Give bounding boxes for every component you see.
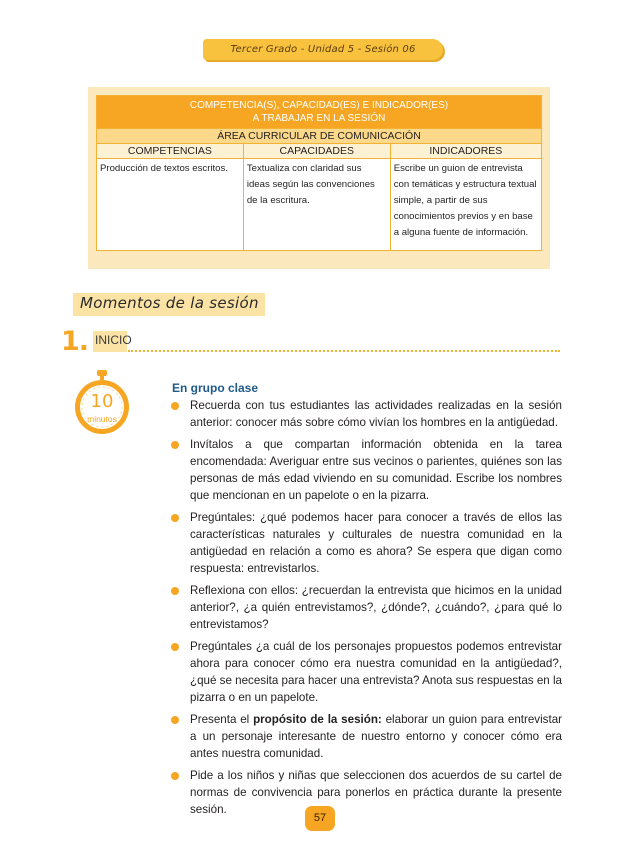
proposito-bold: propósito de la sesión: [253, 713, 382, 726]
area-curricular: ÁREA CURRICULAR DE COMUNICACIÓN [97, 129, 542, 144]
column-header-capacidades: CAPACIDADES [243, 144, 390, 159]
list-item-text: Pregúntales: ¿qué podemos hacer para conocer a través de ellos las características naturales y culturales de nuestra comunidad en la antigüedad en relación a como es ahora? Se espera que digan como respuesta: entrevistarlos. [190, 511, 562, 575]
list-item [170, 582, 562, 633]
bullet-icon [171, 514, 179, 522]
bullet-icon [171, 643, 179, 651]
list-item-text: Recuerda con tus estudiantes las actividades realizadas en la sesión anterior: conocer más sobre cómo vivían los hombres en la antigüedad. [190, 399, 562, 429]
bullet-icon [171, 772, 179, 780]
list-item [170, 767, 562, 818]
list-item [170, 436, 562, 504]
grupo-clase-heading: En grupo clase [172, 381, 259, 395]
list-item-text: Pide a los niños y niñas que seleccionen dos acuerdos de su cartel de normas de convivencia para ponerlos en práctica durante la presente sesión. [190, 769, 562, 816]
column-header-indicadores: INDICADORES [390, 144, 541, 159]
list-item-text: Pregúntales ¿a cuál de los personajes propuestos podemos entrevistar ahora para conocer cómo era nuestra comunidad en la antigüedad?, ¿qué se necesita para hacer una entrevista? Anota sus respuestas en la pizarra o en un papelote. [190, 640, 562, 704]
list-item [170, 509, 562, 577]
list-item [170, 397, 562, 431]
bullet-icon [171, 441, 179, 449]
competencias-table [96, 95, 542, 251]
bullet-icon [171, 587, 179, 595]
timer-unit: minutos [87, 414, 117, 424]
page-number: 57 [305, 806, 335, 831]
list-item [170, 711, 562, 762]
competencias-box [88, 87, 550, 269]
competencias-title-line1: COMPETENCIA(S), CAPACIDAD(ES) E INDICADOR(ES) [189, 100, 449, 111]
table-row [97, 159, 542, 251]
inicio-divider [128, 350, 560, 352]
competencias-title [97, 96, 542, 129]
list-item-text-after: elaborar un guion para entrevistar a un personaje interesante de nuestro entorno y conocer cómo era antes nuestra comunidad. [190, 713, 563, 760]
inicio-label: INICIO [95, 333, 132, 347]
inicio-number: 1. [61, 326, 89, 357]
timer-value: 10 [90, 391, 114, 412]
session-banner: Tercer Grado - Unidad 5 - Sesión 06 [203, 39, 443, 60]
column-header-competencias: COMPETENCIAS [97, 144, 244, 159]
list-item-text: Invítalos a que compartan información obtenida en la tarea encomendada: Averiguar entre sus vecinos o parientes, quiénes son las personas de más edad viviendo en su comunidad. Escribe los nombres que mencionan en un papelote o en la pizarra. [190, 438, 562, 502]
cell-indicador: Escribe un guion de entrevista con temáticas y estructura textual simple, a partir de sus conocimientos previos y en base a alguna fuente de información. [390, 159, 541, 251]
bullet-icon [171, 402, 179, 410]
bullet-icon [171, 716, 179, 724]
cell-competencia: Producción de textos escritos. [97, 159, 244, 251]
competencias-title-line2: A TRABAJAR EN LA SESIÓN [252, 113, 386, 124]
list-item-text-before: Presenta el [190, 713, 254, 726]
inicio-steps-list [170, 397, 562, 823]
cell-capacidad: Textualiza con claridad sus ideas según las convenciones de la escritura. [243, 159, 390, 251]
momentos-title: Momentos de la sesión [80, 294, 259, 312]
list-item-text: Reflexiona con ellos: ¿recuerdan la entrevista que hicimos en la unidad anterior?, ¿a quién entrevistamos?, ¿dónde?, ¿cuándo?, ¿para qué lo entrevistamos? [190, 584, 562, 631]
list-item [170, 638, 562, 706]
